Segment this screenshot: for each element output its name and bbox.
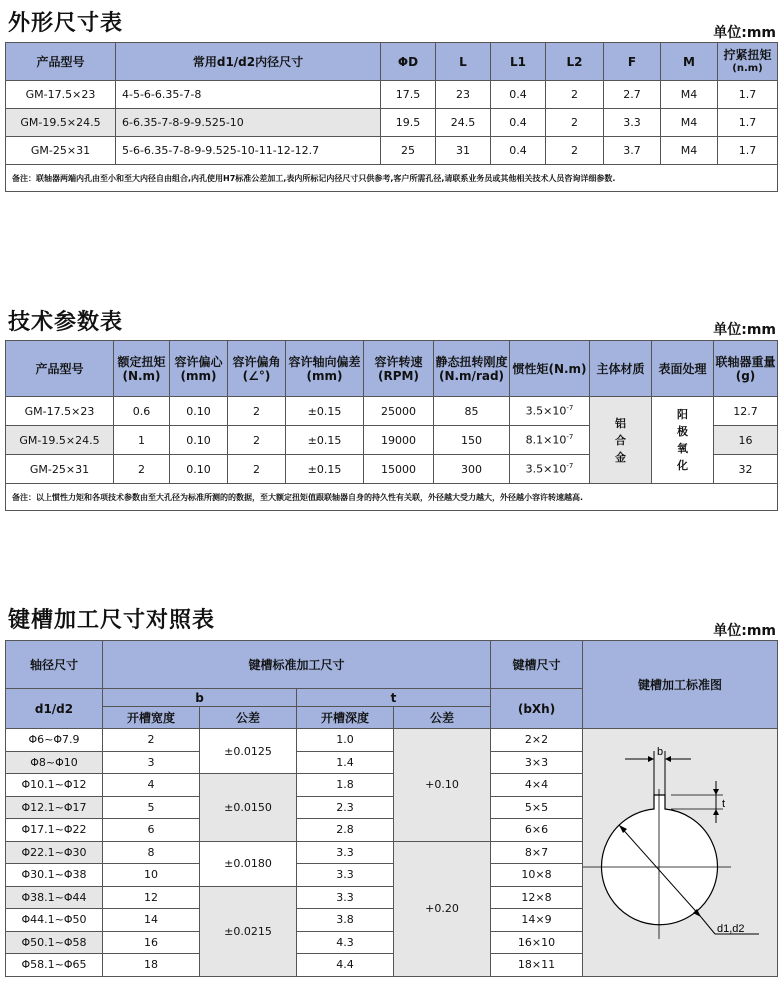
cell: Φ30.1~Φ38 bbox=[6, 864, 103, 887]
cell: Φ17.1~Φ22 bbox=[6, 819, 103, 842]
label-b: b bbox=[657, 746, 664, 759]
material-text: 铝合金 bbox=[615, 416, 626, 464]
col-header: 主体材质 bbox=[590, 341, 652, 397]
cell: 2.3 bbox=[297, 796, 394, 819]
cell: 16 bbox=[714, 426, 778, 455]
note-row bbox=[6, 165, 778, 192]
cell-inertia bbox=[510, 397, 590, 426]
cell: +0.10 bbox=[394, 729, 491, 842]
cell: 14×9 bbox=[491, 909, 583, 932]
note-text: 备注：以上惯性力矩和各项技术参数由至大孔径为标准所测的的数据，至大额定扭矩值跟联轴器自身的持久性有关联，外径越大受力越大，外径越小容许转速越高. bbox=[6, 484, 778, 511]
col-header: F bbox=[604, 43, 661, 81]
cell: 1.7 bbox=[718, 81, 778, 109]
label-d: d1,d2 bbox=[717, 923, 745, 936]
label-t: t bbox=[722, 798, 726, 811]
cell: 5×5 bbox=[491, 796, 583, 819]
col-header: (bXh) bbox=[491, 689, 583, 729]
cell: 2 bbox=[114, 455, 170, 484]
cell: 3.3 bbox=[297, 841, 394, 864]
model-cell: GM-19.5×24.5 bbox=[6, 109, 116, 137]
col-header: M bbox=[661, 43, 718, 81]
cell: 4.3 bbox=[297, 931, 394, 954]
cell: 0.10 bbox=[170, 397, 228, 426]
surface-cell bbox=[652, 397, 714, 484]
col-header: 常用d1/d2内径尺寸 bbox=[116, 43, 381, 81]
unit-label: 单位:mm bbox=[713, 623, 776, 639]
col-header: 开槽宽度 bbox=[103, 707, 200, 729]
cell: 3 bbox=[103, 751, 200, 774]
cell: 8×7 bbox=[491, 841, 583, 864]
cell: 4.4 bbox=[297, 954, 394, 977]
table-header-row bbox=[6, 341, 778, 397]
cell: 15000 bbox=[364, 455, 434, 484]
arrowhead bbox=[665, 756, 671, 762]
cell: 1.7 bbox=[718, 137, 778, 165]
cell: Φ22.1~Φ30 bbox=[6, 841, 103, 864]
section-title-parameters: 技术参数表 bbox=[8, 310, 124, 335]
col-header: 容许偏心(mm) bbox=[170, 341, 228, 397]
col-header: d1/d2 bbox=[6, 689, 103, 729]
col-header: 公差 bbox=[200, 707, 297, 729]
keyway-table bbox=[5, 640, 778, 977]
cell: 1.7 bbox=[718, 109, 778, 137]
cell: ±0.15 bbox=[286, 426, 364, 455]
unit-label: 单位:mm bbox=[713, 322, 776, 338]
cell: 8 bbox=[103, 841, 200, 864]
cell: 2.8 bbox=[297, 819, 394, 842]
cell: M4 bbox=[661, 137, 718, 165]
cell: Φ58.1~Φ65 bbox=[6, 954, 103, 977]
cell: 2 bbox=[546, 137, 604, 165]
col-header: 联轴器重量(g) bbox=[714, 341, 778, 397]
shaft-circle bbox=[602, 795, 718, 925]
table-header-row bbox=[6, 43, 778, 81]
cell: 19.5 bbox=[381, 109, 436, 137]
cell: 2 bbox=[546, 109, 604, 137]
col-header: 键槽加工标准图 bbox=[583, 641, 778, 729]
cell: ±0.15 bbox=[286, 455, 364, 484]
arrowhead bbox=[648, 756, 654, 762]
cell: 16×10 bbox=[491, 931, 583, 954]
col-header: 容许偏角(∠°) bbox=[228, 341, 286, 397]
cell: GM-25×31 bbox=[6, 455, 114, 484]
parameters-table bbox=[5, 340, 778, 511]
cell: M4 bbox=[661, 81, 718, 109]
section-title-dimensions: 外形尺寸表 bbox=[8, 11, 124, 36]
note-row bbox=[6, 484, 778, 511]
cell: Φ50.1~Φ58 bbox=[6, 931, 103, 954]
keyway-diagram-cell bbox=[583, 729, 778, 977]
inertia-value: 3.5×10 bbox=[525, 462, 567, 476]
cell: 5 bbox=[103, 796, 200, 819]
cell: 2.7 bbox=[604, 81, 661, 109]
cell: 18 bbox=[103, 954, 200, 977]
cell: 23 bbox=[436, 81, 491, 109]
model-cell: GM-17.5×23 bbox=[6, 81, 116, 109]
cell-inertia bbox=[510, 426, 590, 455]
cell: +0.20 bbox=[394, 841, 491, 976]
col-header: 键槽标准加工尺寸 bbox=[103, 641, 491, 689]
cell: ±0.0125 bbox=[200, 729, 297, 774]
leader-line bbox=[701, 917, 715, 934]
cell: Φ8~Φ10 bbox=[6, 751, 103, 774]
cell: 25 bbox=[381, 137, 436, 165]
cell: 85 bbox=[434, 397, 510, 426]
col-header: 公差 bbox=[394, 707, 491, 729]
col-header: L1 bbox=[491, 43, 546, 81]
inertia-value: 8.1×10 bbox=[525, 433, 567, 447]
col-header: 静态扭转刚度(N.m/rad) bbox=[434, 341, 510, 397]
cell: 3.3 bbox=[604, 109, 661, 137]
cell: 2 bbox=[228, 455, 286, 484]
cell: 24.5 bbox=[436, 109, 491, 137]
dimensions-table bbox=[5, 42, 778, 192]
cell: ±0.0215 bbox=[200, 886, 297, 976]
col-header: 轴径尺寸 bbox=[6, 641, 103, 689]
cell: 32 bbox=[714, 455, 778, 484]
cell: 0.4 bbox=[491, 137, 546, 165]
cell-inertia bbox=[510, 455, 590, 484]
section-title-keyway: 键槽加工尺寸对照表 bbox=[8, 608, 216, 633]
table-row bbox=[6, 109, 778, 137]
col-header: 开槽深度 bbox=[297, 707, 394, 729]
col-header: b bbox=[103, 689, 297, 707]
cell: 2 bbox=[228, 426, 286, 455]
col-header: L bbox=[436, 43, 491, 81]
cell: 19000 bbox=[364, 426, 434, 455]
cell: 0.4 bbox=[491, 109, 546, 137]
cell: 1.4 bbox=[297, 751, 394, 774]
cell: 31 bbox=[436, 137, 491, 165]
arrowhead bbox=[713, 789, 719, 795]
cell: 0.4 bbox=[491, 81, 546, 109]
model-cell: GM-25×31 bbox=[6, 137, 116, 165]
cell: Φ38.1~Φ44 bbox=[6, 886, 103, 909]
material-cell bbox=[590, 397, 652, 484]
cell: Φ6~Φ7.9 bbox=[6, 729, 103, 752]
cell: 6×6 bbox=[491, 819, 583, 842]
cell: 18×11 bbox=[491, 954, 583, 977]
cell: 12×8 bbox=[491, 886, 583, 909]
col-header: ΦD bbox=[381, 43, 436, 81]
table-row bbox=[6, 397, 778, 426]
cell: Φ44.1~Φ50 bbox=[6, 909, 103, 932]
cell: 12.7 bbox=[714, 397, 778, 426]
cell: 150 bbox=[434, 426, 510, 455]
col-header: 惯性矩(N.m) bbox=[510, 341, 590, 397]
cell: 0.6 bbox=[114, 397, 170, 426]
keyway-diagram bbox=[583, 729, 778, 975]
exponent: -7 bbox=[566, 462, 574, 471]
col-header: 额定扭矩(N.m) bbox=[114, 341, 170, 397]
cell: 0.10 bbox=[170, 426, 228, 455]
cell: 25000 bbox=[364, 397, 434, 426]
cell: 2 bbox=[103, 729, 200, 752]
cell: 0.10 bbox=[170, 455, 228, 484]
table-row bbox=[6, 137, 778, 165]
cell: M4 bbox=[661, 109, 718, 137]
col-header: 容许转速(RPM) bbox=[364, 341, 434, 397]
exponent: -7 bbox=[566, 404, 574, 413]
col-header-torque bbox=[718, 43, 778, 81]
cell: Φ10.1~Φ12 bbox=[6, 774, 103, 797]
arrowhead bbox=[713, 809, 719, 815]
cell: 6-6.35-7-8-9-9.525-10 bbox=[116, 109, 381, 137]
table-row bbox=[6, 81, 778, 109]
cell: 3×3 bbox=[491, 751, 583, 774]
cell: 3.7 bbox=[604, 137, 661, 165]
header-line: 拧紧扭矩 bbox=[723, 47, 772, 62]
cell: 4 bbox=[103, 774, 200, 797]
cell: 6 bbox=[103, 819, 200, 842]
col-header: 表面处理 bbox=[652, 341, 714, 397]
cell: 300 bbox=[434, 455, 510, 484]
exponent: -7 bbox=[566, 433, 574, 442]
cell: 1.8 bbox=[297, 774, 394, 797]
cell: 12 bbox=[103, 886, 200, 909]
unit-label: 单位:mm bbox=[713, 25, 776, 41]
cell: 3.3 bbox=[297, 864, 394, 887]
table-row bbox=[6, 729, 778, 752]
col-header: t bbox=[297, 689, 491, 707]
header-line: (n.m) bbox=[732, 62, 763, 74]
cell: 3.3 bbox=[297, 886, 394, 909]
cell: 4×4 bbox=[491, 774, 583, 797]
surface-text: 阳极氧化 bbox=[677, 408, 688, 472]
inertia-value: 3.5×10 bbox=[525, 404, 567, 418]
cell: 2 bbox=[228, 397, 286, 426]
cell: 10 bbox=[103, 864, 200, 887]
cell: 4-5-6-6.35-7-8 bbox=[116, 81, 381, 109]
cell: 14 bbox=[103, 909, 200, 932]
col-header: 产品型号 bbox=[6, 341, 114, 397]
table-header-row bbox=[6, 641, 778, 689]
cell: 3.8 bbox=[297, 909, 394, 932]
col-header: 容许轴向偏差(mm) bbox=[286, 341, 364, 397]
col-header: L2 bbox=[546, 43, 604, 81]
cell: 1 bbox=[114, 426, 170, 455]
cell: 17.5 bbox=[381, 81, 436, 109]
col-header: 产品型号 bbox=[6, 43, 116, 81]
col-header: 键槽尺寸 bbox=[491, 641, 583, 689]
cell: 16 bbox=[103, 931, 200, 954]
note-text: 备注：联轴器两端内孔由至小和至大内径自由组合,内孔使用H7标准公差加工,表内所标记内径尺寸只供参考,客户所需孔径,请联系业务员或其他相关技术人员咨询详细参数. bbox=[6, 165, 778, 192]
cell: 2×2 bbox=[491, 729, 583, 752]
cell: GM-19.5×24.5 bbox=[6, 426, 114, 455]
cell: 5-6-6.35-7-8-9-9.525-10-11-12-12.7 bbox=[116, 137, 381, 165]
cell: ±0.0180 bbox=[200, 841, 297, 886]
cell: GM-17.5×23 bbox=[6, 397, 114, 426]
cell: Φ12.1~Φ17 bbox=[6, 796, 103, 819]
cell: ±0.0150 bbox=[200, 774, 297, 842]
cell: 10×8 bbox=[491, 864, 583, 887]
cell: 2 bbox=[546, 81, 604, 109]
cell: ±0.15 bbox=[286, 397, 364, 426]
cell: 1.0 bbox=[297, 729, 394, 752]
